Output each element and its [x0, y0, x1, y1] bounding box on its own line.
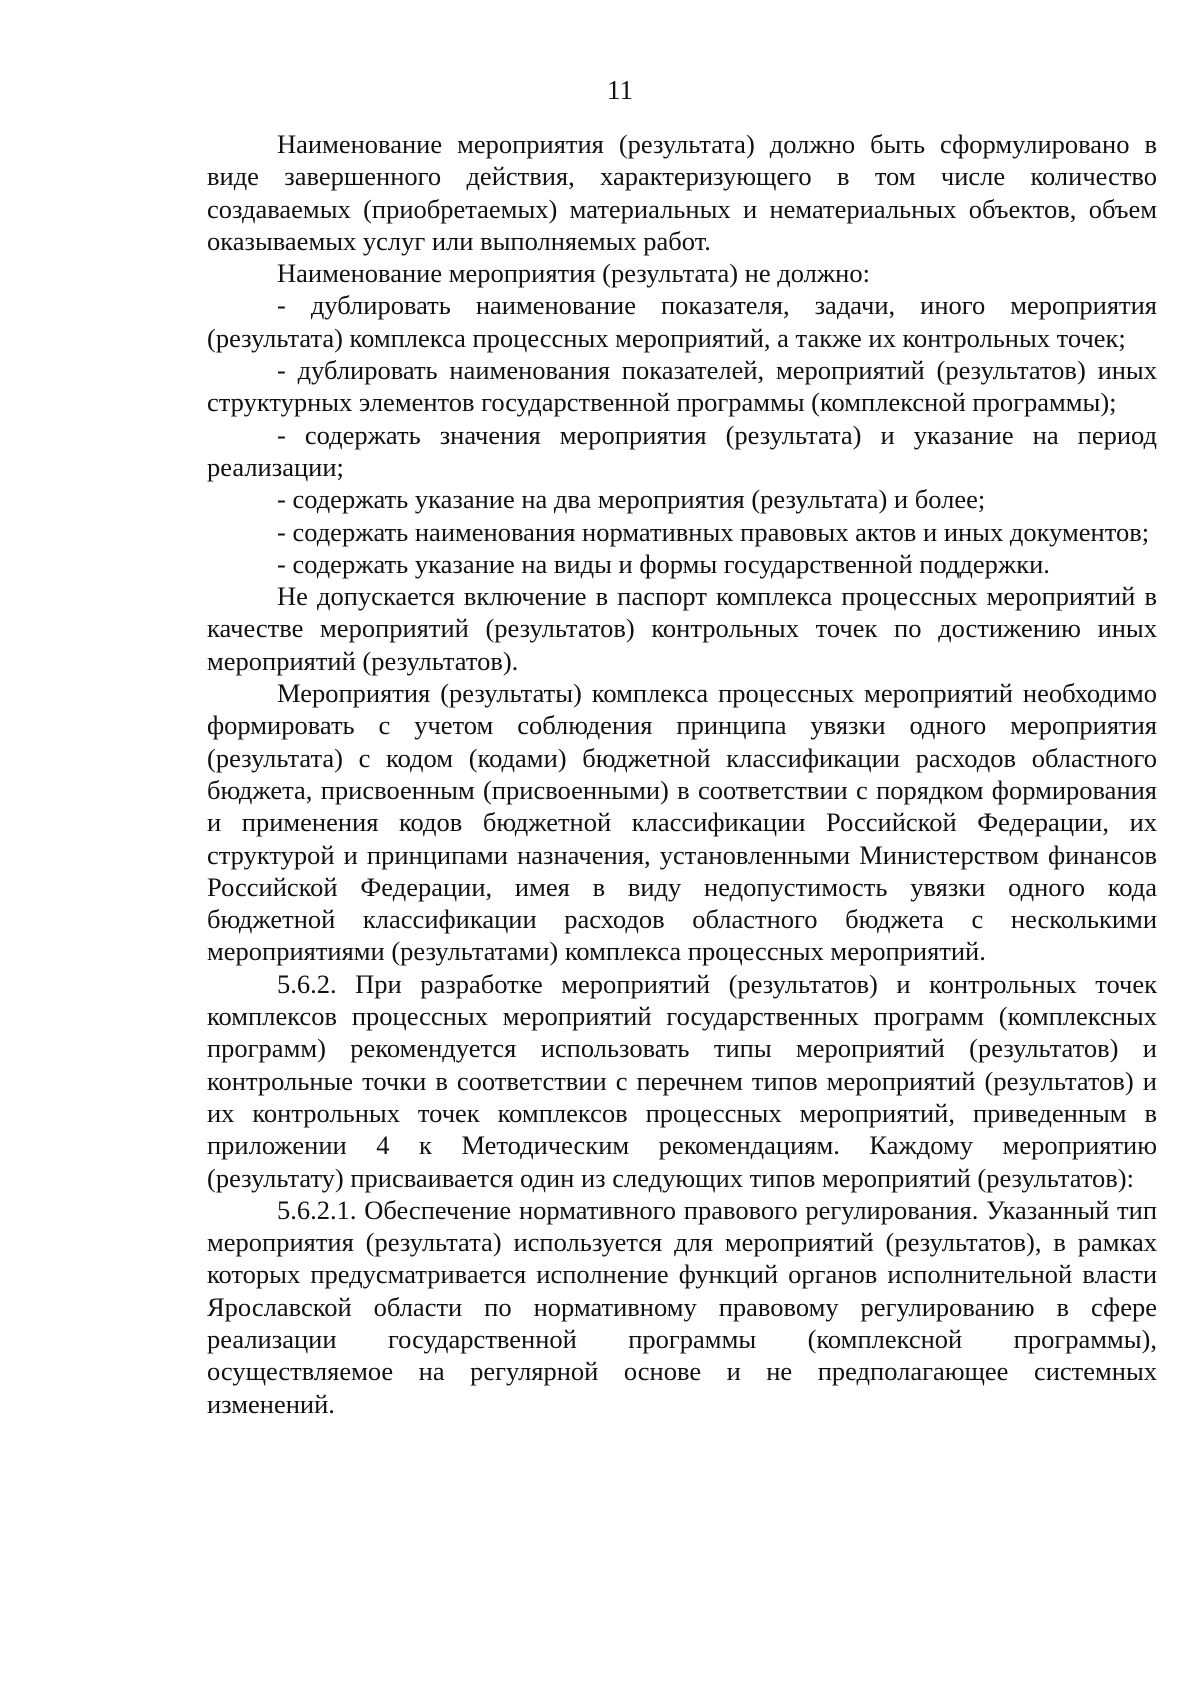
paragraph-passport-exclusion: Не допускается включение в паспорт комплекса процессных мероприятий в качестве мероприятий (результатов) контрольных точек по достижению иных мероприятий (результатов).	[207, 581, 1157, 676]
page-number: 11	[607, 75, 633, 105]
section-5-6-2-1: 5.6.2.1. Обеспечение нормативного правового регулирования. Указанный тип мероприятия (результата) используется для мероприятий (результатов), в рамках которых предусматривается исполнение функций органов исполнительной власти Ярославской области по нормативному правовому регулированию в сфере реализации государственной программы (комплексной программы), осуществляемое на регулярной основе и не предполагающее системных изменений.	[207, 1194, 1157, 1419]
list-item-no-multiple-results: - содержать указание на два мероприятия (результата) и более;	[277, 484, 986, 515]
section-5-6-2: 5.6.2. При разработке мероприятий (результатов) и контрольных точек комплексов процессных мероприятий государственных программ (комплексных программ) рекомендуется использовать типы мероприятий (результатов) и контрольные точки в соответствии с перечнем типов мероприятий (результатов) и их контрольных точек комплексов процессных мероприятий, приведенным в приложении 4 к Методическим рекомендациям. Каждому мероприятию (результату) присваивается один из следующих типов мероприятий (результатов):	[207, 968, 1157, 1193]
paragraph-budget-classification: Мероприятия (результаты) комплекса процессных мероприятий необходимо формировать с учетом соблюдения принципа увязки одного мероприятия (результата) с кодом (кодами) бюджетной классификации расходов областного бюджета, присвоенным (присвоенными) в соответствии с порядком формирования и применения кодов бюджетной классификации Российской Федерации, их структурой и принципами назначения, установленными Министерством финансов Российской Федерации, имея в виду недопустимость увязки одного кода бюджетной классификации расходов областного бюджета с несколькими мероприятиями (результатами) комплекса процессных мероприятий.	[207, 678, 1157, 967]
paragraph-result-naming: Наименование мероприятия (результата) должно быть сформулировано в виде завершенного действия, характеризующего в том числе количество создаваемых (приобретаемых) материальных и нематериальных объектов, объем оказываемых услуг или выполняемых работ.	[207, 129, 1157, 256]
list-item-no-support-forms: - содержать указание на виды и формы государственной поддержки.	[277, 548, 1050, 579]
paragraph-naming-restrictions: Наименование мероприятия (результата) не должно:	[277, 258, 870, 289]
list-item-no-values-period: - содержать значения мероприятия (результата) и указание на период реализации;	[207, 419, 1157, 482]
list-item-no-legal-acts: - содержать наименования нормативных правовых актов и иных документов;	[277, 516, 1150, 547]
list-item-no-duplicate-other-elements: - дублировать наименования показателей, мероприятий (результатов) иных структурных элементов государственной программы (комплексной программы);	[207, 355, 1157, 418]
list-item-no-duplicate-indicator: - дублировать наименование показателя, задачи, иного мероприятия (результата) комплекса процессных мероприятий, а также их контрольных точек;	[207, 290, 1157, 353]
body-text	[207, 128, 1157, 1420]
